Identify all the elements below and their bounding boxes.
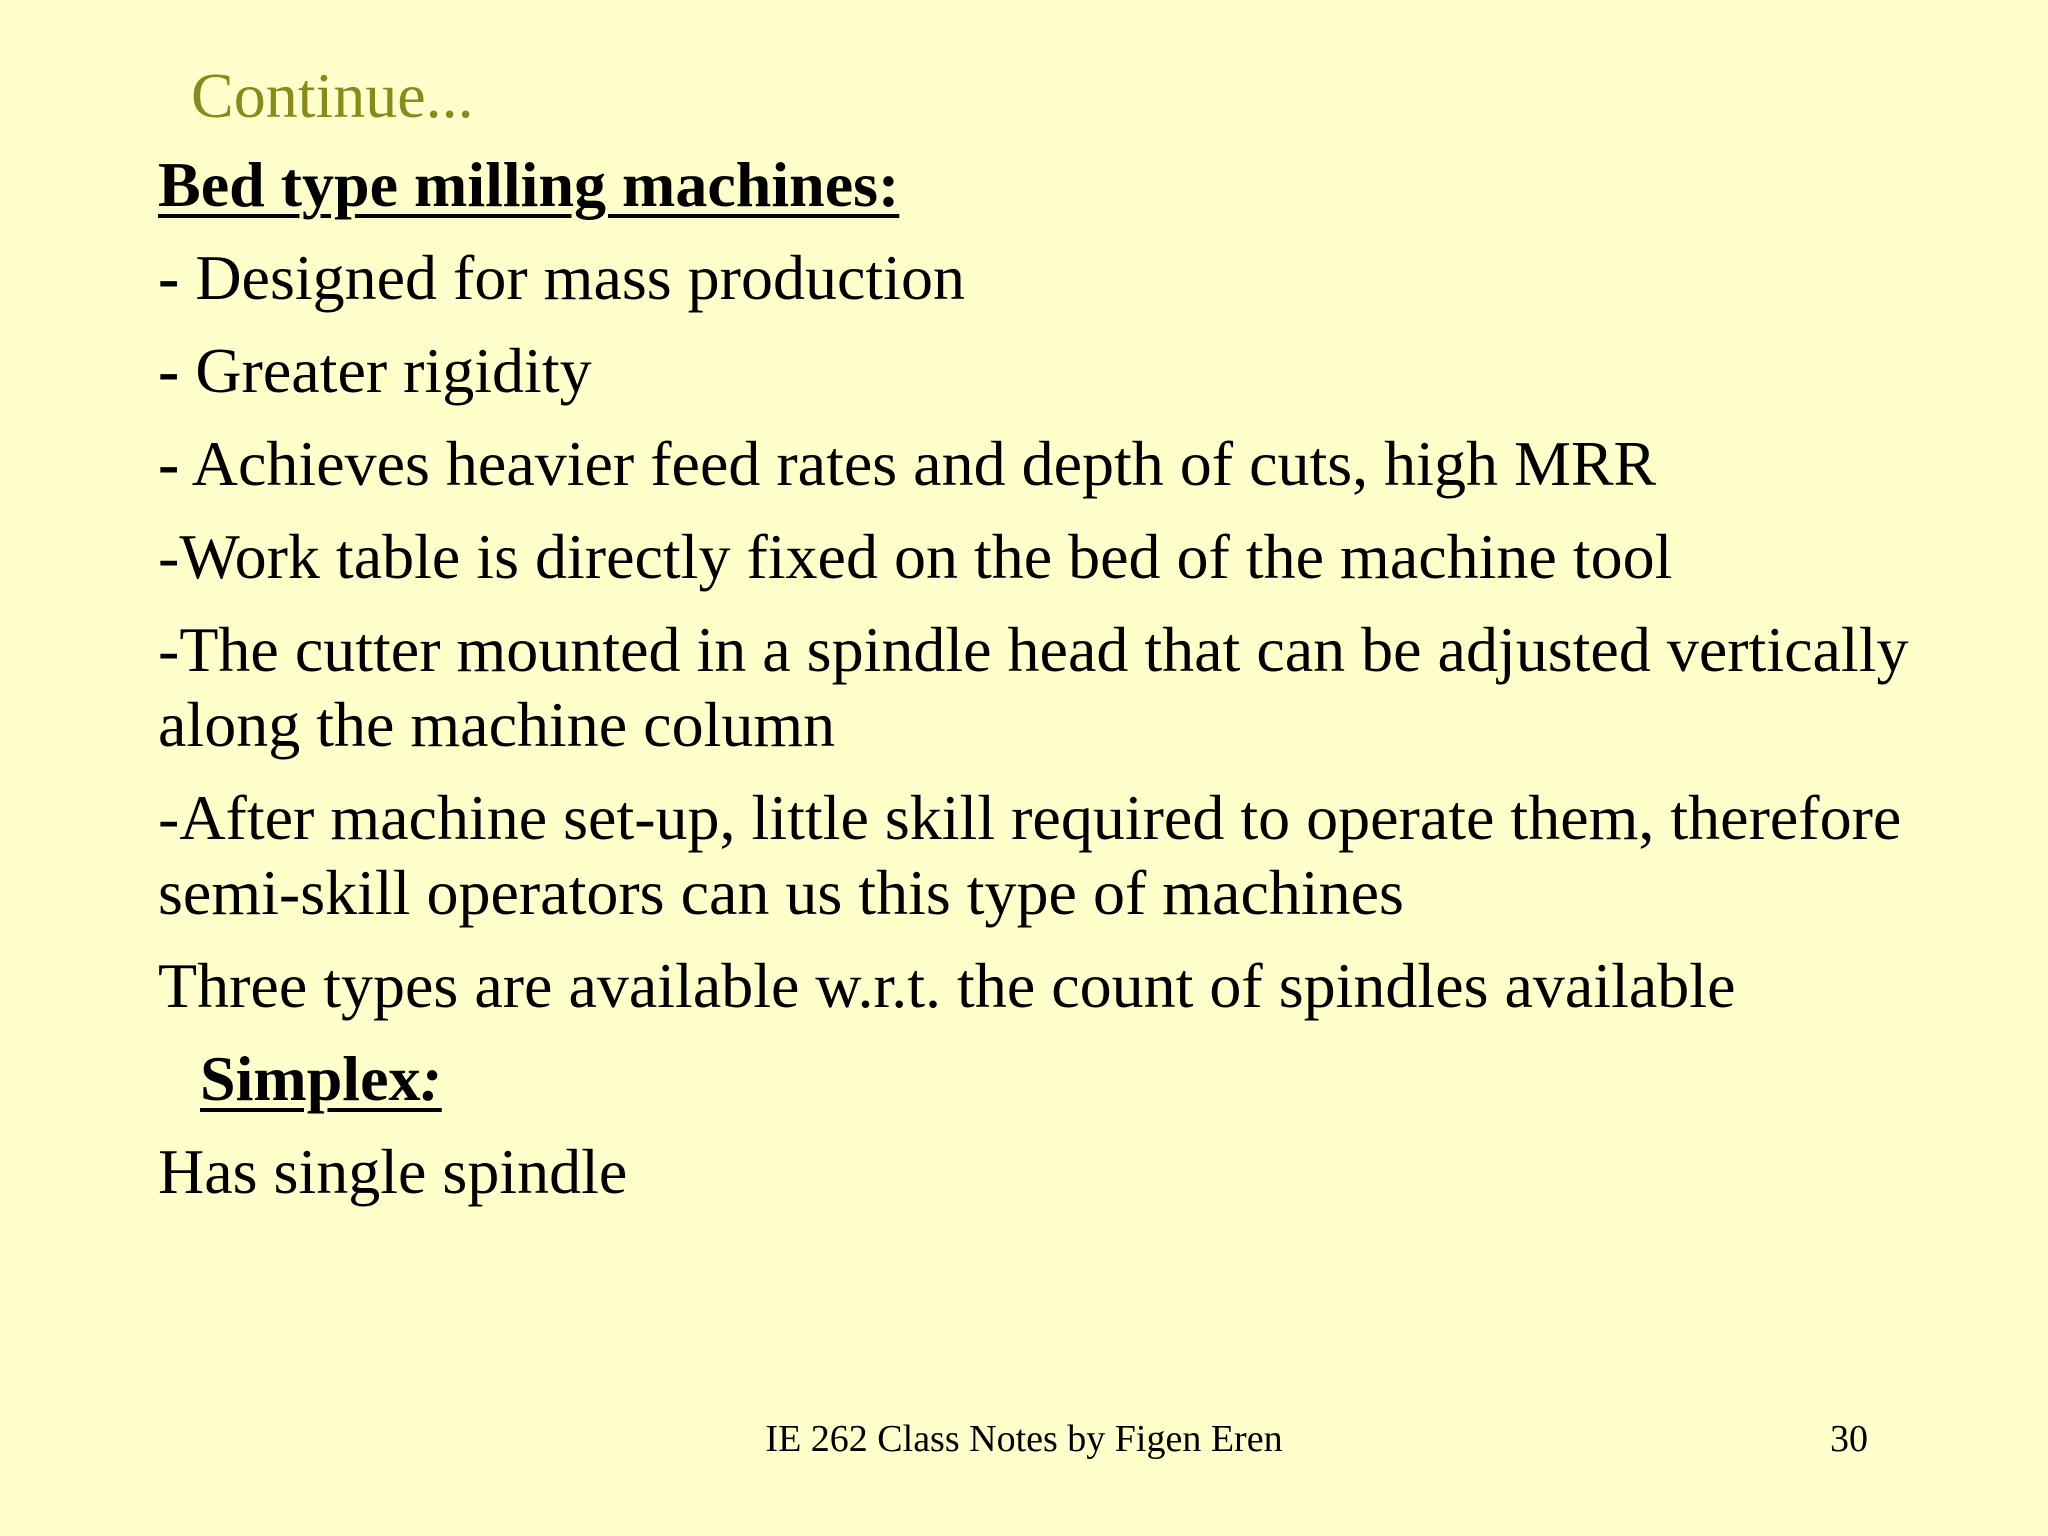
slide-body [158, 147, 2018, 1227]
bullet-item [158, 426, 2018, 501]
text-line: -The cutter mounted in a spindle head that can be adjusted vertically along the machine column [158, 614, 1909, 760]
text-line: Has single spindle [158, 1136, 628, 1207]
bullet-item [158, 240, 2018, 315]
section-heading: Bed type milling machines: [158, 149, 900, 220]
bullet-dash: - [158, 335, 180, 406]
subsection-heading-colon: : [420, 1043, 442, 1114]
bullet-dash: - [158, 428, 180, 499]
subsection-heading [158, 1041, 2018, 1116]
subsection-heading-text: Simplex [200, 1043, 421, 1114]
bullet-item [158, 333, 2018, 408]
bullet-text: Designed for mass production [179, 242, 965, 313]
footer-course-note: IE 262 Class Notes by Figen Eren [765, 1418, 1283, 1460]
text-line: -After machine set-up, little skill required to operate them, therefore semi-skill operators can us this type of machines [158, 782, 1902, 928]
text-line: Three types are available w.r.t. the count of spindles available [158, 950, 1736, 1021]
bullet-text: Greater rigidity [179, 335, 592, 406]
page-number: 30 [1830, 1418, 1868, 1460]
bullet-dash: - [158, 242, 180, 313]
slide-title: Continue... [191, 60, 474, 131]
text-line: -Work table is directly fixed on the bed of the machine tool [158, 521, 1673, 592]
bullet-text: Achieves heavier feed rates and depth of cuts, high MRR [179, 428, 1657, 499]
